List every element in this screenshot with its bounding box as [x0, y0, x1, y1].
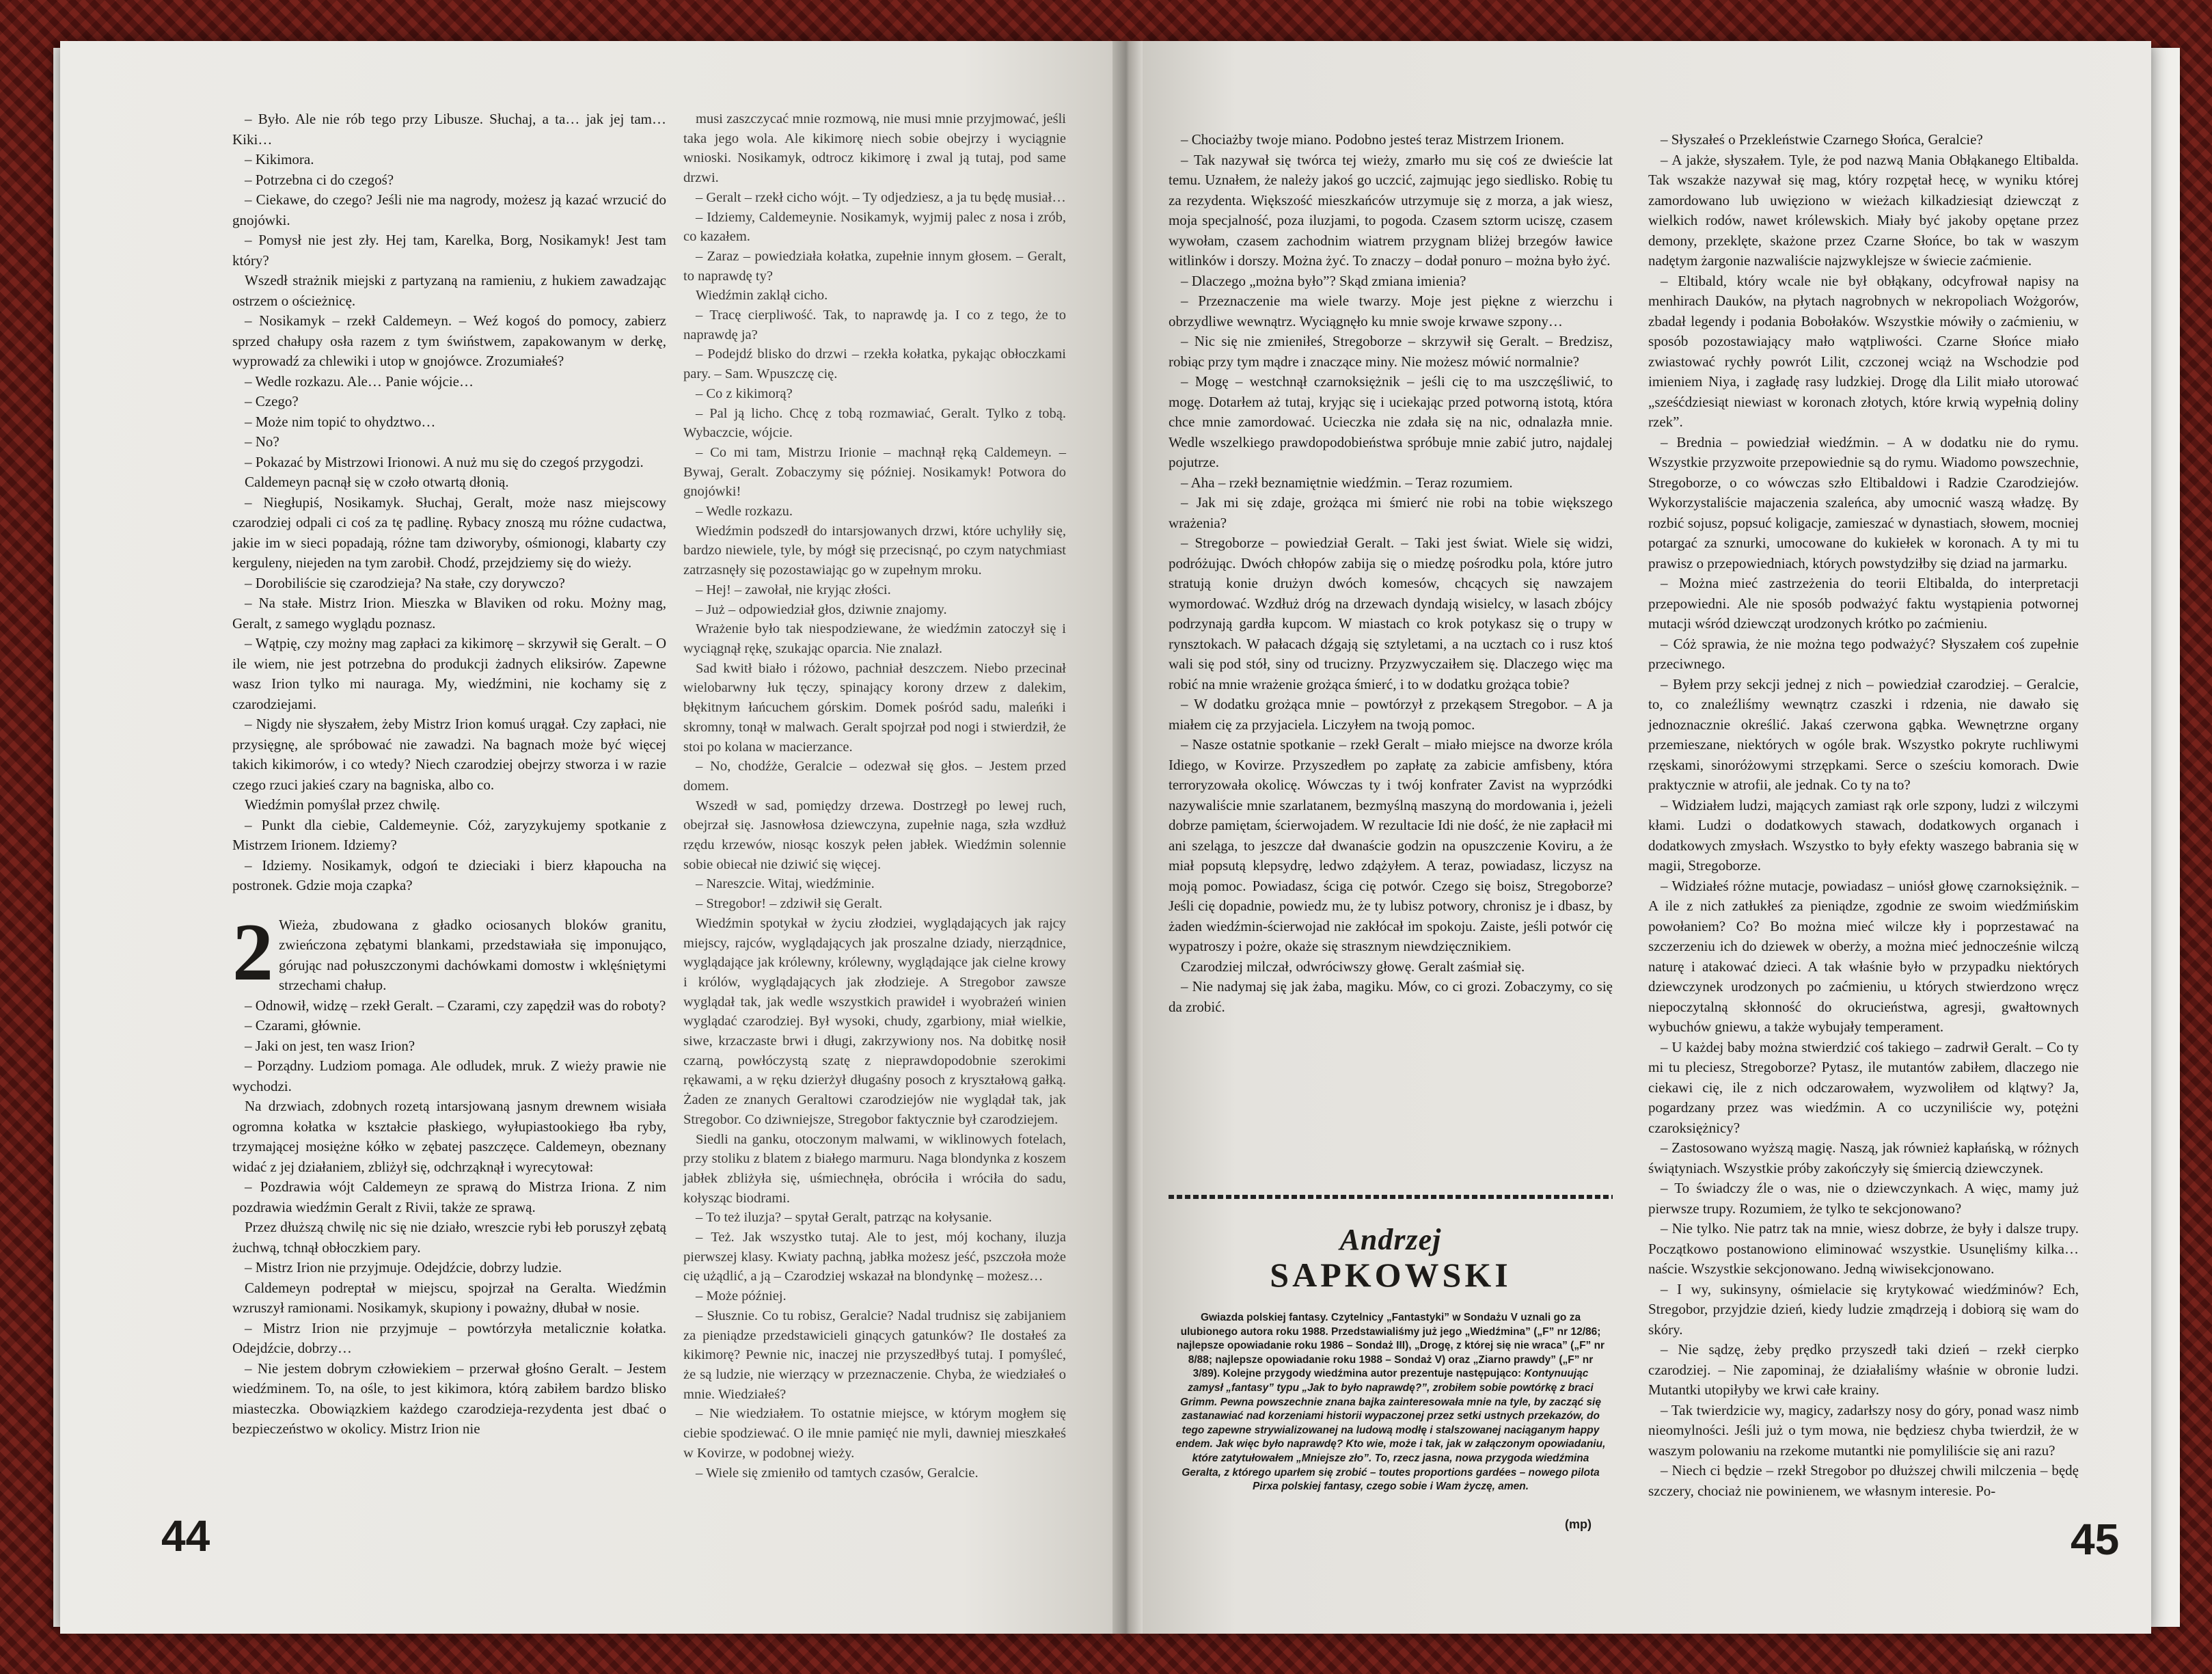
paragraph: – Zaraz – powiedziała kołatka, zupełnie innym głosem. – Geralt, to naprawdę ty? — [683, 248, 1066, 284]
paragraph: – Chociażby twoje miano. Podobno jesteś teraz Mistrzem Irionem. — [1181, 131, 1565, 148]
col1-continued — [232, 996, 666, 1440]
paragraph: – Jak mi się zdaje, grożąca mi śmierć nie robi na tobie większego wrażenia? — [1169, 494, 1613, 531]
paragraph: – Można mieć zastrzeżenia do teorii Eltibalda, do interpretacji przepowiedni. Ale nie sposób podważyć faktu wystąpienia potwornej mutacji wśród dziewcząt urodzonych krótko po zaćmieniu. — [1648, 575, 2079, 632]
paragraph: Wiedźmin podszedł do intarsjowanych drzwi, które uchyliły się, bardzo niewiele, tyle, by mógł się przecisnąć, po czym natychmiast zatrzasnęły się pozostawiając go w zupełnym mroku. — [683, 523, 1066, 578]
paragraph: – Mistrz Irion nie przyjmuje – powtórzyła metalicznie kołatka. Odejdźcie, dobrzy… — [232, 1319, 666, 1356]
paragraph: – Nie jestem dobrym człowiekiem – przerwał głośno Geralt. – Jestem wiedźminem. To, na ośle, to jest kikimora, którą zabiłem bardzo blisko miasteczka. Obowiązkiem każdego czarodzieja-rezydenta jest dbać o bezpieczeństwo w okolicy. Mistrz Irion nie — [232, 1360, 666, 1437]
paragraph: Przez dłuższą chwilę nic się nie działo, wreszcie rybi łeb poruszył zębatą żuchwą, tchnął obłoczkiem pary. — [232, 1219, 666, 1256]
bio-quote: Kontynuując zamysł „fantasy” typu „Jak to było naprawdę?”, zrobiłem sobie powtórkę z braci Grimm. Pewna powszechnie znana bajka zainteresowała mnie na tyle, by zacząć się zastanawiać nad korzeniami historii wypaczonej przez setki ustnych przekazów, do tego zapewne strywializowanej na ludową modłę i stalszowanej naciąganym happy endem. Jak więc było naprawdę? Kto wie, może i tak, jak w załączonym opowiadaniu, które zatytułowałem „Mniejsze zło”. To, rzecz jasna, nowa przygoda wiedźmina Geralta, z którego uparłem się zrobić – toutes proportions gardées – nowego pilota Pirxa polskiej fantasy, czego sobie i Wam życzę, amen. — [1175, 1368, 1606, 1493]
paragraph: – Pokazać by Mistrzowi Irionowi. A nuż mu się do czegoś przygodzi. — [245, 453, 644, 470]
paragraph: – Potrzebna ci do czegoś? — [245, 171, 394, 188]
paragraph: – U każdej baby można stwierdzić coś takiego – zadrwił Geralt. – Co ty mi tu pleciesz, Stregoborze? Pytasz, ile mutantów zabiłem, dlaczego nie ciekawi cię, ile z nich odczarowałem, wyzwoliłem od klątwy? Ja, pogardzany przez was wiedźmin. A co uczyniliście wy, potężni czaroksiężnicy? — [1648, 1038, 2079, 1136]
paragraph: – Tak twierdzicie wy, magicy, zadarłszy nosy do góry, ponad wasz nimb nieomylności. Jeśli już o tym mowa, nie będziesz chyba twierdził, że w waszym polowaniu na rzekome mutantki nie pomyliliście się ani razu? — [1648, 1401, 2079, 1459]
paragraph: – Wedle rozkazu. Ale… Panie wójcie… — [245, 373, 474, 390]
paragraph: Wiedźmin pomyślał przez chwilę. — [245, 796, 441, 813]
paragraph: – Na stałe. Mistrz Irion. Mieszka w Blaviken od roku. Możny mag, Geralt, z samego wyglądu poznasz. — [232, 595, 666, 632]
page-number-left: 44 — [161, 1511, 210, 1561]
paragraph: – Wiele się zmieniło od tamtych czasów, Geralcie. — [696, 1465, 979, 1481]
paragraph: – Tracę cierpliwość. Tak, to naprawdę ja. I co z tego, że to naprawdę ja? — [683, 308, 1066, 342]
paragraph: – Wątpię, czy możny mag zapłaci za kikimorę – skrzywił się Geralt. – O ile wiem, nie jest potrzebna do produkcji żadnych eliksirów. Zapewne wasz Irion tylko mi nauraga. My, wiedźmini, nie kochamy się z czarodziejami. — [232, 635, 666, 712]
paragraph: – Wedle rozkazu. — [696, 504, 793, 519]
chapter-first-paragraph: Wieża, zbudowana z gładko ociosanych bloków granitu, zwieńczona zębatymi blankami, przedstawiała się imponująco, górując nad połuszczonymi dachówkami domostw i wklęśniętymi strzechami chałup. — [279, 916, 666, 993]
author-bio — [1175, 1311, 1606, 1494]
paragraph: Wiedźmin spotykał w życiu złodziei, wyglądających jak rajcy miejscy, rajców, wyglądających jak proszalne dziady, nierządnice, wyglądające jak królewny, królewny, wyglądające jak cielne krowy i królów, wyglądających jak złodzieje. A Stregobor zawsze wyglądał tak, jak wedle wszystkich prawideł i wyobrażeń winien wyglądać czarodziej. Był wysoki, chudy, zgarbiony, miał wielkie, siwe, krzaczaste brwi i długi, zakrzywiony nos. Na dobitkę nosił czarną, powłóczystą szatę z nieprawdopodobnie szerokimi rękawami, a w ręku dzierżył długaśny posoch z kryształową gałką. Żaden ze znanych Geraltowi czarodziejów nie wyglądał tak, jak Stregobor. Co dziwniejsze, Stregobor faktycznie był czarodziejem. — [683, 915, 1066, 1127]
paragraph: – W dodatku grożąca mnie – powtórzył z przekąsem Stregobor. – A ja miałem cię za przyjaciela. Liczyłem na twoją pomoc. — [1169, 696, 1613, 733]
chapter-2-start — [232, 906, 666, 997]
paragraph: – Punkt dla ciebie, Caldemeynie. Cóż, zaryzykujemy spotkanie z Mistrzem Irionem. Idziemy? — [232, 816, 666, 853]
paragraph: musi zaszczycać mnie rozmową, nie musi mnie przyjmować, jeśli taka jego wola. Ale kikimorę niech sobie obejrzy i wyciągnie wnioski. Nosikamyk, odtrocz kikimorę i zwal ją tutaj, pod same drzwi. — [683, 111, 1066, 186]
paragraph: – Kikimora. — [245, 151, 314, 167]
paragraph: Wszedł strażnik miejski z partyzaną na ramieniu, z hukiem zawadzając ostrzem o ościeżnicę. — [232, 272, 666, 309]
paragraph: – Stregobor! – zdziwił się Geralt. — [696, 896, 883, 912]
paragraph: – Geralt – rzekł cicho wójt. – Ty odjedziesz, a ja tu będę musiał… — [696, 189, 1066, 205]
paragraph: – I wy, sukinsyny, ośmielacie się krytykować wiedźminów? Ech, Stregobor, przyjdzie dzień, kiedy ludzie zmądrzeją i dobiorą się wam do skóry. — [1648, 1280, 2079, 1338]
paragraph: – Czarami, głównie. — [245, 1017, 361, 1034]
paragraph: Siedli na ganku, otoczonym malwami, w wiklinowych fotelach, przy stoliku z blatem z białego marmuru. Naga blondynka z koszem jabłek zbliżyła się, uśmiechnęła, obróciła i wróciła do sadu, kołysząc biodrami. — [683, 1131, 1066, 1206]
paragraph: – Dorobiliście się czarodzieja? Na stałe, czy dorywczo? — [245, 574, 565, 591]
paragraph: – Nie tylko. Nie patrz tak na mnie, wiesz dobrze, że były i dalsze trupy. Początkowo postanowiono eliminować wszystkie. Usunęliśmy kilka… naście. Wszystkie sekcjonowano. Jedną wiwisekcjonowano. — [1648, 1220, 2079, 1277]
paragraph: – Niegłupiś, Nosikamyk. Słuchaj, Geralt, może nasz miejscowy czarodziej odpali ci coś za tę padlinę. Rybacy znoszą mu różne cudactwa, jakie im w sieci popadają, różne tam dziworyby, ośmionogi, klabarty czy kerguleny, niejeden na tym zarobił. Chodź, przejdziemy się do wieży. — [232, 494, 666, 571]
paragraph: – Słyszałeś o Przekleństwie Czarnego Słońca, Geralcie? — [1661, 131, 1983, 148]
right-column-2 — [1648, 130, 2079, 1501]
paragraph: – Nigdy nie słyszałem, żeby Mistrz Irion komuś urągał. Czy zapłaci, nie przysięgnę, ale spróbować nie zawadzi. Na bagnach może być więcej takich kikimorów, i co wtedy? Niech czarodziej obejrzy stworza i w razie czego rzuci jakieś czary na bagniska, albo co. — [232, 716, 666, 793]
paragraph: – Aha – rzekł beznamiętnie wiedźmin. – Teraz rozumiem. — [1181, 474, 1513, 491]
paragraph: – A jakże, słyszałem. Tyle, że pod nazwą Mania Obłąkanego Eltibalda. Tak wszakże nazywał się mag, który rozpętał hecę, w wyniku której zamordowano lub uwięziono w wieżach kilkadziesiąt dziewcząt z wielkich rodów, nawet królewskich. Miały być jakoby opętane przez demony, przeklęte, skażone przez Czarne Słońce, bo tak w waszym nadętym żargonie nazwaliście najzwyklejsze w świecie zaćmienie. — [1648, 151, 2079, 269]
paragraph: – Zastosowano wyższą magię. Naszą, jak również kapłańską, w różnych świątyniach. Wszystkie próby zakończyły się śmiercią dziewczynek. — [1648, 1139, 2079, 1176]
paragraph: – Pozdrawia wójt Caldemeyn ze sprawą do Mistrza Iriona. Z nim pozdrawia wiedźmin Geralt z Rivii, także ze sprawą. — [232, 1178, 666, 1215]
paragraph: Na drzwiach, zdobnych rozetą intarsjowaną jasnym drewnem wisiała ogromna kołatka w kształcie płaskiego, wyłupiastookiego łba ryby, trzymającej mosiężne kółko w zębatej paszczęce. Caldemeyn, obeznany widać z jej działaniem, zbliżył się, odchrząknął i wyrecytował: — [232, 1098, 666, 1175]
author-heading — [1169, 1224, 1613, 1293]
paragraph: – Słusznie. Co tu robisz, Geralcie? Nadal trudnisz się zabijaniem za pieniądze przedstawicieli ginących gatunków? Ile dostałeś za kikimorę? Pewnie nic, inaczej nie przyszedłbyś tutaj. I pomyśleć, że są ludzie, nie wierzący w przeznaczenie. Chyba, że wiedziałeś o mnie. Wiedziałeś? — [683, 1308, 1066, 1402]
paragraph: – Porządny. Ludziom pomaga. Ale odludek, mruk. Z wieży prawie nie wychodzi. — [232, 1057, 666, 1094]
paragraph: – Nic się nie zmieniłeś, Stregoborze – skrzywił się Geralt. – Bredzisz, robiąc przy tym mądre i znaczące miny. Nie możesz mówić normalnie? — [1169, 333, 1613, 370]
paragraph: – Cóż sprawia, że nie można tego podważyć? Słyszałem coś zupełnie przeciwnego. — [1648, 635, 2079, 672]
paragraph: – Hej! – zawołał, nie kryjąc złości. — [696, 582, 891, 597]
paragraph: – Odnowił, widzę – rzekł Geralt. – Czarami, czy zapędził was do roboty? — [245, 997, 666, 1014]
paragraph: – Mogę – westchnął czarnoksiężnik – jeśli cię to ma uszczęśliwić, to mogę. Dotarłem aż tutaj, kryjąc się i uciekając przed potworną istotą, która chce mnie zamordować. Ucieczka nie zdała się na nic, odnalazła mnie. Wedle wszelkiego prawdopodobieństwa spróbuje mnie zabić jutro, najdalej pojutrze. — [1169, 373, 1613, 470]
paragraph: – Mistrz Irion nie przyjmuje. Odejdźcie, dobrzy ludzie. — [245, 1259, 562, 1275]
paragraph: – To też iluzja? – spytał Geralt, patrząc na kołysanie. — [696, 1210, 992, 1226]
paragraph: – Może nim topić to ohydztwo… — [245, 413, 436, 430]
paragraph: – Nie nadymaj się jak żaba, magiku. Mów, co ci grozi. Zobaczymy, co się da zrobić. — [1169, 978, 1613, 1015]
paragraph: – Niech ci będzie – rzekł Stregobor po dłuższej chwili milczenia – będę szczery, chociaż nie powinienem, we własnym interesie. Po- — [1648, 1462, 2079, 1499]
dotted-divider — [1169, 1195, 1613, 1199]
left-column-2 — [683, 109, 1066, 1483]
paragraph: – Jaki on jest, ten wasz Irion? — [245, 1037, 415, 1054]
paragraph: – Pal ją licho. Chcę z tobą rozmawiać, Geralt. Tylko z tobą. Wybaczcie, wójcie. — [683, 405, 1066, 441]
paragraph: – Widziałem ludzi, mających zamiast rąk orle szpony, ludzi z wilczymi kłami. Ludzi o dodatkowych stawach, dodatkowych organach i dodatkowych zmysłach. Wszystko to były efekty waszego babrania się w magii, Stregoborze. — [1648, 796, 2079, 874]
paragraph: – Pomysł nie jest zły. Hej tam, Karelka, Borg, Nosikamyk! Jest tam który? — [232, 232, 666, 269]
paragraph: Wrażenie było tak niespodziewane, że wiedźmin zatoczył się i wyciągnął rękę, szukając oparcia. Nie znalazł. — [683, 621, 1066, 656]
paragraph: – To świadczy źle o was, nie o dziewczynkach. A więc, mamy już pierwsze trupy. Rozumiem, że tylko te sekcjonowano? — [1648, 1180, 2079, 1217]
paragraph: – Też. Jak wszystko tutaj. Ale to jest, mój kochany, iluzja pierwszej klasy. Kwiaty pachną, jabłka możesz jeść, pszczoła może cię użądlić, a ją – Czarodziej wskazał na blondynkę – możesz… — [683, 1230, 1066, 1284]
paragraph: Wszedł w sad, pomiędzy drzewa. Dostrzegł po lewej ruch, obejrzał się. Jasnowłosa dziewczyna, zupełnie naga, szła wzdłuż rzędu krzewów, niosąc koszyk pełen jabłek. Wiedźmin solennie sobie obiecał nie dziwić się więcej. — [683, 798, 1066, 872]
paragraph: – Idziemy, Caldemeynie. Nosikamyk, wyjmij palec z nosa i zrób, co kazałem. — [683, 209, 1066, 245]
paragraph: – Dlaczego „można było”? Skąd zmiana imienia? — [1181, 272, 1466, 289]
chapter-numeral: 2 — [232, 906, 273, 997]
bio-signature: (mp) — [1565, 1517, 1592, 1531]
author-first-name: Andrzej — [1339, 1223, 1442, 1256]
paragraph: – Już – odpowiedział głos, dziwnie znajomy. — [696, 602, 947, 617]
paragraph: – Przeznaczenie ma wiele twarzy. Moje jest piękne z wierzchu i obrzydliwe wewnątrz. Wyciągnęło ku mnie swoje krwawe szpony… — [1169, 293, 1613, 329]
paragraph: – Ciekawe, do czego? Jeśli nie ma nagrody, możesz ją kazać wrzucić do gnojówki. — [232, 191, 666, 228]
paragraph: – Czego? — [245, 393, 299, 409]
right-column-1 — [1169, 130, 1613, 1017]
paragraph: – Było. Ale nie rób tego przy Libusze. Słuchaj, a ta… jak jej tam… Kiki… — [232, 111, 666, 148]
paragraph: Wiedźmin zaklął cicho. — [696, 288, 828, 303]
paragraph: – Tak nazywał się twórca tej wieży, zmarło mu się coś ze dwieście lat temu. Uznałem, że należy jakoś go uczcić, zajmując jego siedlisko. Robię tu za rezydenta. Większość mieszkańców utrzymuje się z morza, a jak wiesz, moja specjalność, poza iluzjami, to pogoda. Czasem sztorm uciszę, czasem wywołam, czasem zachodnim wiatrem przygnam bliżej brzegów ławice witlinków i dorszy. Można żyć. To znaczy – dodał ponuro – można było żyć. — [1169, 151, 1613, 269]
magazine-spine — [1112, 41, 1143, 1634]
paragraph: – Brednia – powiedział wiedźmin. – A w dodatku nie do rymu. Wszystkie przyzwoite przepowiednie są do rymu. Wiadomo powszechnie, Stregoborze, o co wówczas szło Eltibaldowi i Radzie Czarodziejów. Wykorzystaliście majaczenia szaleńca, aby umocnić waszą władzę. By rozbić sojusz, popsuć koligacje, zamieszać w dynastiach, słowem, mocniej potargać za sznurki, umocowane do kukiełek w koronach. A ty mi tu prawisz o przepowiedniach, których powstydziłby się dziad na jarmarku. — [1648, 433, 2079, 571]
paragraph: Caldemeyn podreptał w miejscu, spojrzał na Geralta. Wiedźmin wzruszył ramionami. Nosikamyk, skupiony i poważny, dłubał w nosie. — [232, 1279, 666, 1316]
paragraph: – Nareszcie. Witaj, wiedźminie. — [696, 876, 875, 892]
paragraph: – No? — [245, 433, 279, 450]
left-column-1 — [232, 109, 666, 1440]
paragraph: – Co z kikimorą? — [696, 386, 793, 401]
bio-intro: Gwiazda polskiej fantasy. Czytelnicy „Fantastyki” w Sondażu V uznali go za ulubionego autora roku 1988. Przedstawialiśmy już jego „Wiedźmina” („F” nr 12/86; najlepsze opowiadanie roku 1986 – Sondaż III), „Drogę, z której się nie wraca” („F” nr 8/88; najlepsze opowiadanie roku 1988 – Sondaż V) oraz „Ziarno prawdy” („F” nr 3/89). Kolejne przygody wiedźmina autor prezentuje następująco: — [1176, 1312, 1605, 1380]
paragraph: Czarodziej milczał, odwróciwszy głowę. Geralt zaśmiał się. — [1181, 958, 1525, 975]
paragraph: – Podejdź blisko do drzwi – rzekła kołatka, pykając obłoczkami pary. – Sam. Wpuszczę cię. — [683, 347, 1066, 382]
col1-dialogue — [232, 109, 666, 896]
paragraph: – Byłem przy sekcji jednej z nich – powiedział czarodziej. – Geralcie, to, co znaleźliśmy wewnątrz czaszki i rdzenia, nie dawało się jednoznacznie określić. Jakaś czerwona gąbka. Wewnętrzne organy przemieszane, niektórych w ogóle brak. Wszystko pokryte ruchliwymi rzęskami, sinoróżowymi strzępkami. Serce o sześciu komorach. Dwie praktycznie w atrofii, ale jednak. Co ty na to? — [1648, 675, 2079, 793]
paragraph: Caldemeyn pacnął się w czoło otwartą dłonią. — [245, 474, 509, 490]
paragraph: – Idziemy. Nosikamyk, odgoń te dzieciaki i bierz kłapoucha na postronek. Gdzie moja czapka? — [232, 856, 666, 893]
page-number-right: 45 — [2071, 1515, 2120, 1564]
paragraph: – Nasze ostatnie spotkanie – rzekł Geralt – miało miejsce na dworze króla Idiego, w Kovirze. Przyszedłem po zapłatę za zabicie amfisbeny, która terroryzowała okolicę. Wówczas ty i twój konfrater Zavist na wyprzódki nazywaliście mnie szarlatanem, bezmyślną maszyną do mordowania i, jeżeli dobrze pamiętam, ścierwojadem. W rezultacie Idi nie dość, że nie zapłacił mi ani szeląga, to jeszcze dał dwanaście godzin na opuszczenie Koviru, a że miał popsutą klepsydrę, ledwo zdążyłem. A teraz, powiadasz, liczysz na moją pomoc. Powiadasz, ściga cię potwór. Czego się boisz, Stregoborze? Jeśli cię dopadnie, powiedz mu, że ty lubisz potwory, chronisz je i dbasz, by żaden wiedźmin-ścierwojad nie zakłócał im spokoju. Zaiste, jeśli potwór cię wypatroszy i pożre, okaże się strasznym niewdzięcznikiem. — [1169, 736, 1613, 954]
paragraph: Sad kwitł biało i różowo, pachniał deszczem. Niebo przecinał wielobarwny łuk tęczy, spinający korony drzew z dalekim, błękitnym łańcuchem górskim. Domek pośród sadu, maleńki i skromny, tonął w malwach. Geralt spojrzał pod nogi i stwierdził, że stoi po kolana w macierzance. — [683, 660, 1066, 755]
paragraph: – Może później. — [696, 1288, 787, 1304]
paragraph: – No, chodźże, Geralcie – odezwał się głos. – Jestem przed domem. — [683, 759, 1066, 794]
paragraph: – Stregoborze – powiedział Geralt. – Taki jest świat. Wiele się widzi, podróżując. Dwóch chłopów zabija się o miedzę pośrodku pola, które jutro stratują konie drużyn dwóch komesów, chcących się nawzajem wymordować. Wzdłuż dróg na drzewach dyndają wisielcy, w lasach zbójcy podrzynają gardła kupcom. W miastach co krok potykasz się o trupy w rynsztokach. W pałacach dźgają się sztyletami, a na ucztach co i rusz ktoś wali się pod stół, siny od trucizny. Przyzwyczaiłem się. Dlaczego więc ma robić na mnie wrażenie grożąca śmierć, i to w dodatku grożąca tobie? — [1169, 535, 1613, 692]
paragraph: – Nosikamyk – rzekł Caldemeyn. – Weź kogoś do pomocy, zabierz sprzed chałupy osła razem z tym świństwem, zapakowanym w derkę, wyprowadź za chlewiki i utop w gnojówce. Zrozumiałeś? — [232, 312, 666, 369]
paragraph: – Nie sądzę, żeby prędko przyszedł taki dzień – rzekł cierpko czarodziej. – Nie zapominaj, że działaliśmy właśnie w obronie ludzi. Mutantki utopiłyby we krwi całe krainy. — [1648, 1341, 2079, 1398]
paragraph: – Widziałeś różne mutacje, powiadasz – uniósł głowę czarnoksiężnik. – A ile z nich zatłukłeś za pieniądze, zgodnie ze swoim wiedźmińskim powołaniem? Co? Bo można mieć wilcze kły i poprzestawać na szczerzeniu ich do dziewek w oberży, a można mieć jednocześnie wilczą naturę i atakować dzieci. A tak właśnie było w przypadku niektórych dziewczynek urodzonych po zaćmieniu, u których stwierdzono wręcz niepoczytalną skłonność do okrucieństwa, agresji, gwałtownych wybuchów gniewu, a także wybujały temperament. — [1648, 877, 2079, 1035]
author-last-name: SAPKOWSKI — [1270, 1256, 1512, 1294]
paragraph: – Eltibald, który wcale nie był obłąkany, odcyfrował napisy na menhirach Dauków, na płytach nagrobnych w nekropoliach Wożgorów, zbadał legendy i podania Bobołaków. Wszystkie mówiły o zaćmieniu, w sposób pozostawiający mało wątpliwości. Czarne Słońce miało zwiastować rychły powrót Lilit, czczonej wciąż na Wschodzie pod imieniem Niya, i zagładę rasy ludzkiej. Drogę dla Lilit miało utorować „sześćdziesiąt niewiast w koronach złotych, które krwią wypełnią doliny rzek”. — [1648, 272, 2079, 430]
paragraph: – Nie wiedziałem. To ostatnie miejsce, w którym mogłem się ciebie spodziewać. O ile mnie pamięć nie myli, dawniej mieszkałeś w Kovirze, w podobnej wieży. — [683, 1406, 1066, 1461]
paragraph: – Co mi tam, Mistrzu Irionie – machnął ręką Caldemeyn. – Bywaj, Geralt. Zobaczymy się później. Nosikamyk! Potwora do gnojówki! — [683, 444, 1066, 500]
